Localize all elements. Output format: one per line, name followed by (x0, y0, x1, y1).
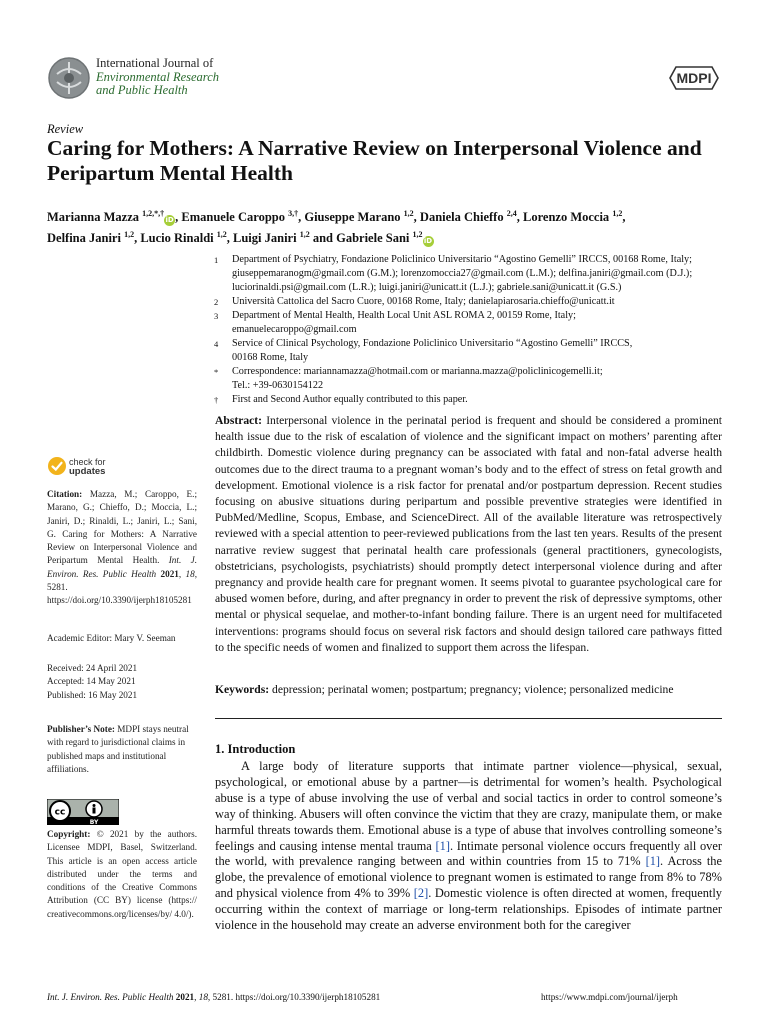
check-for-updates-icon (47, 456, 67, 476)
author-list (47, 205, 727, 247)
academic-editor: Academic Editor: Mary V. Seeman (47, 633, 176, 643)
author[interactable]: Delfina Janiri $^{1,2}$ (47, 230, 135, 246)
keywords (215, 682, 722, 698)
author[interactable]: Marianna Mazza $^{1,2,*,\dagger}$ (47, 209, 165, 225)
reference-link[interactable]: [1] (435, 838, 450, 853)
abstract (215, 413, 722, 656)
published-date: Published: 16 May 2021 (47, 689, 138, 700)
journal-name-line2: Environmental Research (96, 69, 219, 84)
svg-text:cc: cc (54, 807, 66, 818)
author[interactable]: Giuseppe Marano $^{1,2}$ (304, 209, 414, 225)
citation: Citation: Mazza, M.; Caroppo, E.; Marano, G.; Chieffo, D.; Moccia, L.; Janiri, D.; Rinaldi, L.; Janiri, L.; Sani, G. Caring for Mothers: A Narrative Review on Interpersonal Violence and Peripartum Mental Health. Int. J. Environ. Res. Public Health 2021, 18, 5281. https://doi.org/10.3390/ijerph18105281 (47, 489, 198, 606)
author[interactable]: Gabriele Sani $^{1,2}$ (336, 230, 423, 246)
affiliation: 4 Service of Clinical Psychology, Fondazione Policlinico Universitario “Agostino Gemelli” IRCCS, 00168 Rome, Italy (214, 338, 633, 363)
keywords-label: Keywords: (215, 683, 270, 696)
check-label-1: check for (69, 457, 106, 467)
journal-logo (47, 56, 91, 100)
affiliations (214, 253, 726, 407)
affiliation: 2 Università Cattolica del Sacro Cuore, 00168 Rome, Italy; danielapiarosaria.chieffo@unicatt.it (214, 296, 615, 307)
publisher-name: MDPI (676, 70, 712, 86)
accepted-date: Accepted: 14 May 2021 (47, 676, 136, 687)
section-divider (215, 718, 722, 719)
author[interactable]: Lucio Rinaldi $^{1,2}$ (140, 230, 227, 246)
reference-link[interactable]: [1] (645, 854, 661, 869)
affiliation-marker: 3 (214, 311, 219, 321)
affiliation-marker: * (214, 367, 219, 377)
citation-doi-link[interactable]: , 5281. https://doi.org/10.3390/ijerph18105281 (47, 568, 198, 606)
affiliation-marker: † (214, 395, 219, 405)
mdpi-logo (666, 63, 722, 93)
introduction-paragraph: A large body of literature supports that intimate partner violence—physical, sexual, psychological, or emotional abuse by a partner—is detrimental for women’s health. Psychological abuse is a type of abuse involving the use of verbal and social tactics in order to control someone’s way of thinking. Abusers will often convince the victim that they are crazy, manipulate them, or make harmful threats towards them. Emotional abuse is a type of abuse that involves controlling someone’s feelings and causing intense mental trauma [1]. Intimate personal violence occurs frequently all over the world, with prevalence ranging between and within countries from 15 to 71% [1]. Across the globe, the prevalence of emotional violence to pregnant women is estimated to range from 8% to 78% and physical violence from 4% to 39% [2]. Domestic violence is often directed at women, frequently occurring within the context of marriage or long-term relationships. Episodes of intimate partner violence in the household may create an adverse environment both for the caregiver (215, 759, 722, 933)
author[interactable]: Luigi Janiri $^{1,2}$ (233, 230, 310, 246)
orcid-icon[interactable]: iD (165, 216, 174, 225)
journal-name-line1: International Journal of (96, 56, 214, 70)
journal-name-line3: and Public Health (96, 83, 188, 97)
abstract-label: Abstract: (215, 414, 263, 427)
article-title: Caring for Mothers: A Narrative Review on Interpersonal Violence and Peripartum Mental Health (47, 136, 702, 185)
equal-contribution-note: † First and Second Author equally contributed to this paper. (214, 394, 468, 405)
keywords-text: depression; perinatal women; postpartum; pregnancy; violence; personalized medicine (272, 683, 674, 696)
received-date: Received: 24 April 2021 (47, 663, 138, 673)
affiliation: 3 Department of Mental Health, Health Local Unit ASL ROMA 2, 00159 Rome, Italy; emanuelecaroppo@gmail.com (214, 310, 576, 335)
citation-label: Citation: (47, 489, 83, 499)
author[interactable]: Daniela Chieffo $^{2,4}$ (419, 209, 517, 225)
check-for-updates-button[interactable] (47, 456, 167, 478)
publisher-note: Publisher’s Note: MDPI stays neutral with regard to jurisdictional claims in published maps and institutional affiliations. (47, 724, 189, 774)
author-line-1: Marianna Mazza $^{1,2,*,\dagger}$iD, Emanuele Caroppo $^{3,\dagger}$, Giuseppe Marano $^{1,2}$, Daniela Chieffo $^{2,4}$, Lorenzo Moccia $^{1,2}$, (47, 209, 626, 225)
reference-link[interactable]: [2] (413, 886, 429, 901)
affiliation-marker: 4 (214, 339, 219, 349)
section-heading: 1. Introduction (215, 742, 296, 756)
author-line-2: Delfina Janiri $^{1,2}$, Lucio Rinaldi $^{1,2}$, Luigi Janiri $^{1,2}$ and Gabriele Sani $^{1,2}$iD (47, 230, 433, 246)
cc-by-label: BY (89, 819, 99, 825)
footer-journal-url[interactable]: https://www.mdpi.com/journal/ijerph (541, 992, 678, 1002)
article-type: Review (47, 122, 84, 136)
copyright-notice: Copyright: © 2021 by the authors. Licensee MDPI, Basel, Switzerland. This article is an open access article distributed under the terms and conditions of the Creative Commons Attribution (CC BY) license (https:// creativecommons.org/licenses/by/ 4.0/). (47, 829, 197, 919)
cc-by-license-icon[interactable] (47, 799, 119, 825)
publication-dates (47, 662, 197, 702)
orcid-icon[interactable]: iD (423, 237, 433, 246)
footer-doi-link[interactable]: , 5281. https://doi.org/10.3390/ijerph18105281 (207, 992, 381, 1002)
abstract-text: Interpersonal violence in the perinatal period is frequent and should be considered a prominent health issue due to the risk of escalation of violence and the significant impact on mothers’ parenting after childbirth. Domestic violence during pregnancy can be associated with fatal and non-fatal adverse health outcomes due to the direct trauma to a pregnant woman’s body and to the effect of stress on fetal growth and development. Emotional violence is a risk factor for prenatal and/or postpartum depression. Recent studies focusing on abusive situations during peripartum and possible preventive strategies were identified in PubMed/Medline, Scopus, Embase, and ScienceDirect. All of the available literature was retrospectively reviewed with a special attention to peer-reviewed publications from the last ten years. Results of the present narrative review suggest that perinatal health care professionals (general practitioners, gynecologists, obstetricians, psychologists, psychiatrists) should promptly detect interpersonal violence during and after pregnancy and provide health care for pregnant women. It seems pivotal to guarantee psychological care for abused women before, during, and after pregnancy in order to prevent the risk of depressive symptoms, other mental or physical sequelae, and mother-to-infant bonding failure. There is an urgent need for multifaceted interventions: programs should focus on several risk factors and should design tailored care pathways fitted to the specific needs of women and finalized to support them across the lifespan. (215, 414, 723, 654)
author[interactable]: Emanuele Caroppo $^{3,\dagger}$ (181, 209, 299, 225)
check-label-2: updates (69, 466, 106, 477)
footer-citation: Int. J. Environ. Res. Public Health 2021, 18, 5281. https://doi.org/10.3390/ijerph18105281 (47, 992, 381, 1002)
author[interactable]: Lorenzo Moccia $^{1,2}$ (522, 209, 623, 225)
affiliation: 1 Department of Psychiatry, Fondazione Policlinico Universitario “Agostino Gemelli” IRCCS, 00168 Rome, Italy; giuseppemaranogm@gmail.com (G.M.); lorenzomoccia27@gmail.com (L.M.); delfina.janiri@gmail.com (D.J.); luciorinaldi.psi@gmail.com (L.R.); luigi.janiri@unicatt.it (L.J.); gabriele.sani@unicatt.it (G.S.) (214, 254, 693, 293)
affiliation-marker: 2 (214, 297, 219, 307)
affiliation-marker: 1 (214, 255, 219, 265)
correspondence: * Correspondence: mariannamazza@hotmail.com or marianna.mazza@policlinicogemelli.it; Tel.: +39-0630154122 (214, 366, 603, 391)
journal-name (96, 57, 219, 98)
